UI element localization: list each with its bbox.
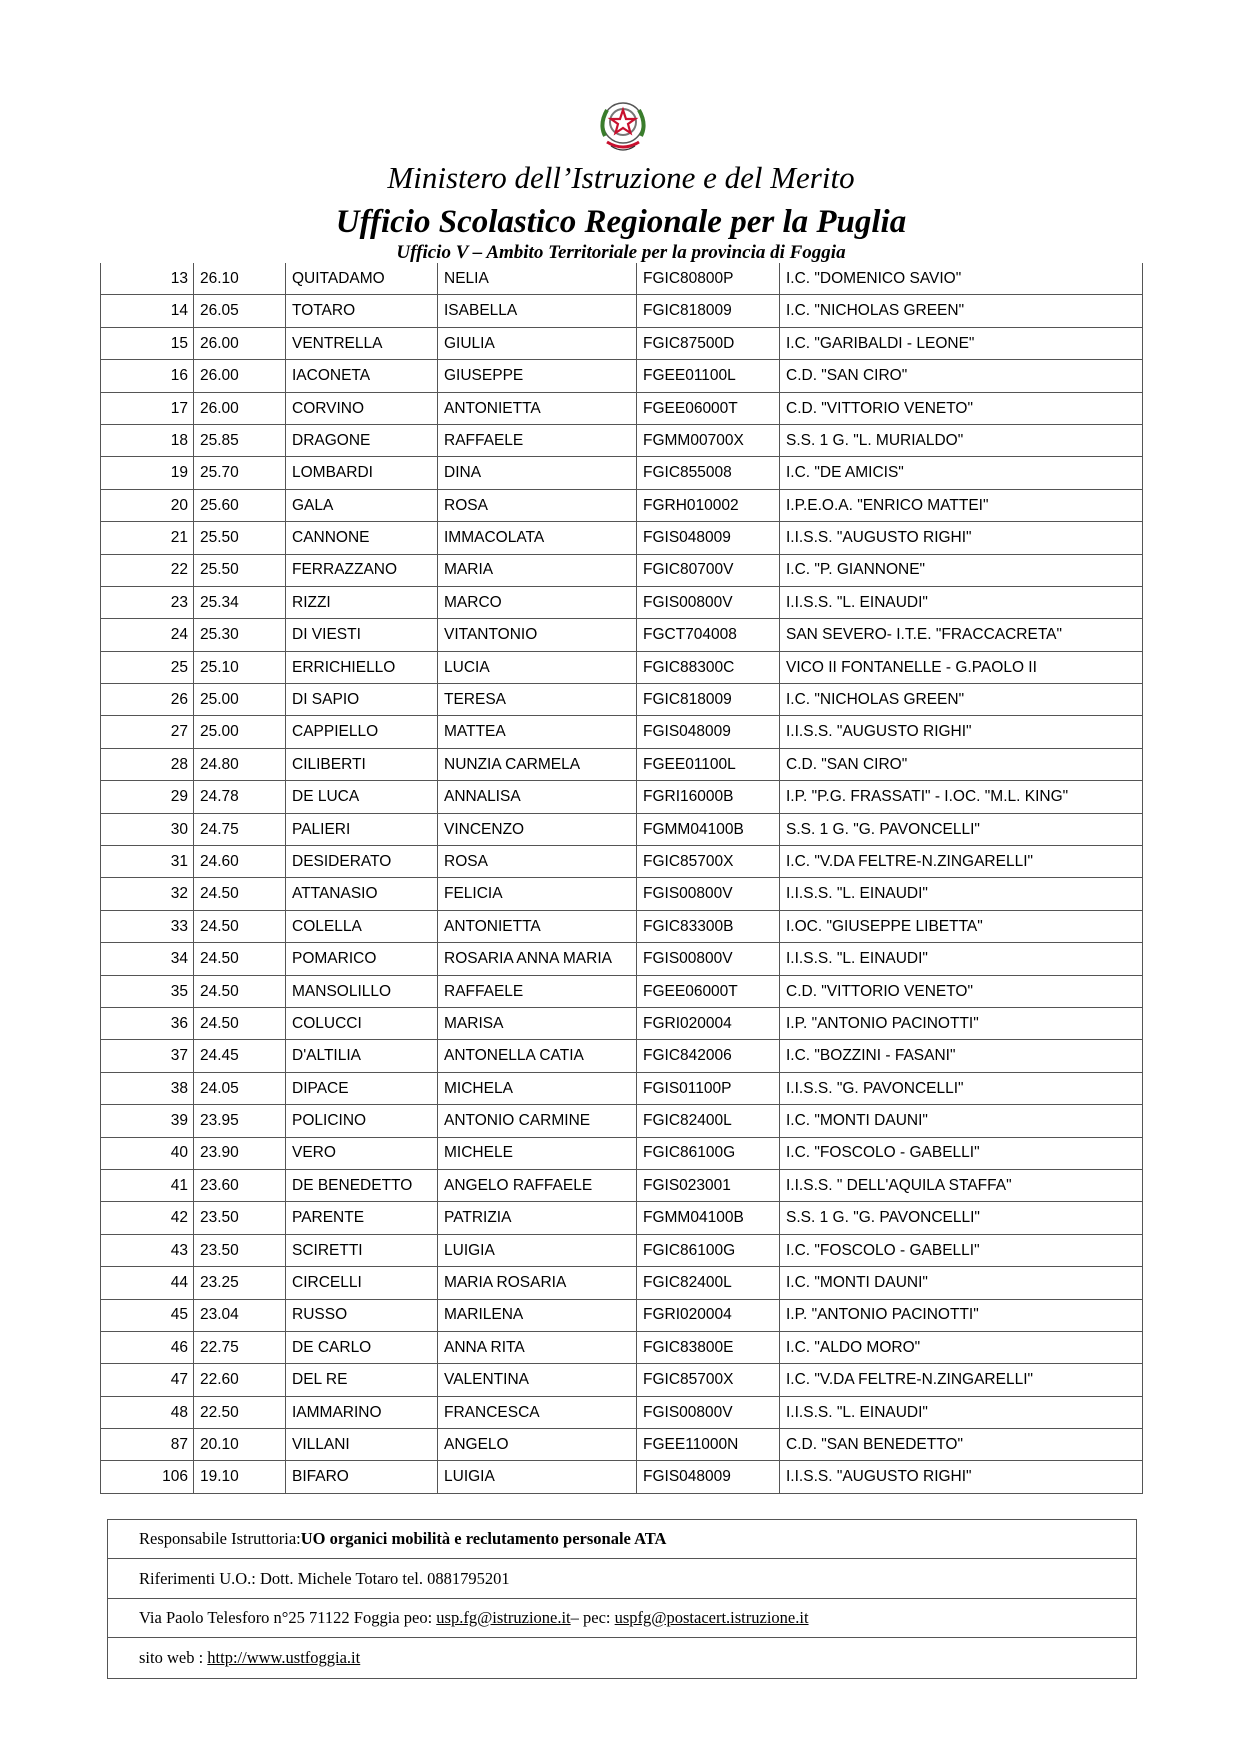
school-name-cell: I.I.S.S. "L. EINAUDI" — [780, 586, 1143, 618]
rank-cell: 45 — [101, 1299, 194, 1331]
surname-cell: GALA — [286, 489, 438, 521]
school-code-cell: FGIS048009 — [637, 1461, 780, 1493]
score-cell: 19.10 — [194, 1461, 286, 1493]
score-cell: 23.90 — [194, 1137, 286, 1169]
school-name-cell: VICO II FONTANELLE - G.PAOLO II — [780, 651, 1143, 683]
table-row — [101, 424, 1143, 456]
surname-cell: CIRCELLI — [286, 1267, 438, 1299]
surname-cell: QUITADAMO — [286, 263, 438, 295]
first-name-cell: MICHELA — [438, 1072, 637, 1104]
rank-cell: 31 — [101, 846, 194, 878]
school-name-cell: SAN SEVERO- I.T.E. "FRACCACRETA" — [780, 619, 1143, 651]
rank-cell: 27 — [101, 716, 194, 748]
table-row — [101, 554, 1143, 586]
school-name-cell: I.C. "NICHOLAS GREEN" — [780, 295, 1143, 327]
first-name-cell: LUCIA — [438, 651, 637, 683]
first-name-cell: ROSARIA ANNA MARIA — [438, 943, 637, 975]
score-cell: 24.75 — [194, 813, 286, 845]
first-name-cell: RAFFAELE — [438, 424, 637, 456]
rank-cell: 22 — [101, 554, 194, 586]
school-name-cell: I.P. "ANTONIO PACINOTTI" — [780, 1007, 1143, 1039]
score-cell: 26.00 — [194, 360, 286, 392]
rank-cell: 37 — [101, 1040, 194, 1072]
score-cell: 26.10 — [194, 263, 286, 295]
score-cell: 24.50 — [194, 943, 286, 975]
score-cell: 25.00 — [194, 716, 286, 748]
surname-cell: ERRICHIELLO — [286, 651, 438, 683]
first-name-cell: MARISA — [438, 1007, 637, 1039]
table-row — [101, 1429, 1143, 1461]
score-cell: 25.50 — [194, 554, 286, 586]
first-name-cell: FELICIA — [438, 878, 637, 910]
school-name-cell: I.C. "V.DA FELTRE-N.ZINGARELLI" — [780, 846, 1143, 878]
school-name-cell: C.D. "SAN CIRO" — [780, 360, 1143, 392]
school-name-cell: I.OC. "GIUSEPPE LIBETTA" — [780, 910, 1143, 942]
rank-cell: 35 — [101, 975, 194, 1007]
rank-cell: 34 — [101, 943, 194, 975]
surname-cell: LOMBARDI — [286, 457, 438, 489]
school-code-cell: FGMM04100B — [637, 1202, 780, 1234]
score-cell: 24.50 — [194, 1007, 286, 1039]
school-code-cell: FGEE11000N — [637, 1429, 780, 1461]
rank-cell: 20 — [101, 489, 194, 521]
table-row — [101, 1396, 1143, 1428]
first-name-cell: LUIGIA — [438, 1461, 637, 1493]
table-row — [101, 1331, 1143, 1363]
score-cell: 25.70 — [194, 457, 286, 489]
table-row — [101, 1234, 1143, 1266]
first-name-cell: GIULIA — [438, 327, 637, 359]
surname-cell: CAPPIELLO — [286, 716, 438, 748]
school-code-cell: FGIC86100G — [637, 1137, 780, 1169]
surname-cell: COLELLA — [286, 910, 438, 942]
school-name-cell: I.C. "FOSCOLO - GABELLI" — [780, 1234, 1143, 1266]
table-row — [101, 813, 1143, 845]
school-code-cell: FGMM00700X — [637, 424, 780, 456]
first-name-cell: ROSA — [438, 489, 637, 521]
footer-box — [107, 1519, 1137, 1679]
school-code-cell: FGIS01100P — [637, 1072, 780, 1104]
table-row — [101, 1137, 1143, 1169]
table-row — [101, 295, 1143, 327]
surname-cell: DI VIESTI — [286, 619, 438, 651]
first-name-cell: ANTONIO CARMINE — [438, 1105, 637, 1137]
rank-cell: 32 — [101, 878, 194, 910]
first-name-cell: MARILENA — [438, 1299, 637, 1331]
rank-cell: 41 — [101, 1169, 194, 1201]
school-code-cell: FGIC87500D — [637, 327, 780, 359]
italian-republic-emblem-icon — [593, 96, 653, 156]
rank-cell: 46 — [101, 1331, 194, 1363]
score-cell: 23.50 — [194, 1234, 286, 1266]
table-row — [101, 1461, 1143, 1493]
school-code-cell: FGIC83300B — [637, 910, 780, 942]
table-row — [101, 263, 1143, 295]
table-row — [101, 522, 1143, 554]
score-cell: 23.95 — [194, 1105, 286, 1137]
school-code-cell: FGIC85700X — [637, 846, 780, 878]
footer-responsible-row — [108, 1520, 1136, 1559]
school-name-cell: I.C. "DE AMICIS" — [780, 457, 1143, 489]
school-name-cell: I.I.S.S. "AUGUSTO RIGHI" — [780, 1461, 1143, 1493]
score-cell: 24.05 — [194, 1072, 286, 1104]
pec-email-link[interactable]: uspfg@postacert.istruzione.it — [614, 1607, 809, 1627]
school-name-cell: I.I.S.S. " DELL'AQUILA STAFFA" — [780, 1169, 1143, 1201]
score-cell: 25.85 — [194, 424, 286, 456]
surname-cell: DE BENEDETTO — [286, 1169, 438, 1201]
first-name-cell: LUIGIA — [438, 1234, 637, 1266]
school-name-cell: S.S. 1 G. "G. PAVONCELLI" — [780, 1202, 1143, 1234]
first-name-cell: MARIA ROSARIA — [438, 1267, 637, 1299]
school-name-cell: C.D. "SAN CIRO" — [780, 748, 1143, 780]
school-code-cell: FGIS048009 — [637, 522, 780, 554]
school-name-cell: I.C. "BOZZINI - FASANI" — [780, 1040, 1143, 1072]
first-name-cell: MARIA — [438, 554, 637, 586]
school-code-cell: FGIS023001 — [637, 1169, 780, 1201]
score-cell: 20.10 — [194, 1429, 286, 1461]
score-cell: 26.00 — [194, 327, 286, 359]
school-code-cell: FGIC855008 — [637, 457, 780, 489]
table-row — [101, 457, 1143, 489]
surname-cell: DE CARLO — [286, 1331, 438, 1363]
score-cell: 22.50 — [194, 1396, 286, 1428]
first-name-cell: TERESA — [438, 684, 637, 716]
table-row — [101, 489, 1143, 521]
school-name-cell: I.P. "P.G. FRASSATI" - I.OC. "M.L. KING" — [780, 781, 1143, 813]
school-code-cell: FGIC88300C — [637, 651, 780, 683]
school-name-cell: S.S. 1 G. "G. PAVONCELLI" — [780, 813, 1143, 845]
footer-website-row — [108, 1638, 1136, 1677]
school-code-cell: FGRI020004 — [637, 1007, 780, 1039]
rank-cell: 23 — [101, 586, 194, 618]
school-code-cell: FGIC82400L — [637, 1105, 780, 1137]
first-name-cell: MATTEA — [438, 716, 637, 748]
score-cell: 25.60 — [194, 489, 286, 521]
rank-cell: 40 — [101, 1137, 194, 1169]
school-name-cell: C.D. "VITTORIO VENETO" — [780, 975, 1143, 1007]
school-code-cell: FGRI020004 — [637, 1299, 780, 1331]
rank-cell: 17 — [101, 392, 194, 424]
first-name-cell: ISABELLA — [438, 295, 637, 327]
regional-office-title: Ufficio Scolastico Regionale per la Puglia — [335, 204, 907, 240]
table-row — [101, 975, 1143, 1007]
surname-cell: D'ALTILIA — [286, 1040, 438, 1072]
surname-cell: RUSSO — [286, 1299, 438, 1331]
first-name-cell: ROSA — [438, 846, 637, 878]
score-cell: 25.30 — [194, 619, 286, 651]
first-name-cell: ANNALISA — [438, 781, 637, 813]
table-row — [101, 1072, 1143, 1104]
school-name-cell: I.C. "V.DA FELTRE-N.ZINGARELLI" — [780, 1364, 1143, 1396]
first-name-cell: NELIA — [438, 263, 637, 295]
school-name-cell: I.I.S.S. "AUGUSTO RIGHI" — [780, 716, 1143, 748]
first-name-cell: VINCENZO — [438, 813, 637, 845]
table-row — [101, 716, 1143, 748]
website-label: sito web : — [139, 1647, 204, 1667]
table-row — [101, 1169, 1143, 1201]
score-cell: 26.05 — [194, 295, 286, 327]
surname-cell: RIZZI — [286, 586, 438, 618]
school-code-cell: FGIC842006 — [637, 1040, 780, 1072]
school-code-cell: FGIC85700X — [637, 1364, 780, 1396]
rank-cell: 42 — [101, 1202, 194, 1234]
surname-cell: BIFARO — [286, 1461, 438, 1493]
table-row — [101, 1040, 1143, 1072]
surname-cell: TOTARO — [286, 295, 438, 327]
table-row — [101, 327, 1143, 359]
rank-cell: 43 — [101, 1234, 194, 1266]
rank-cell: 24 — [101, 619, 194, 651]
first-name-cell: ANTONIETTA — [438, 392, 637, 424]
surname-cell: DESIDERATO — [286, 846, 438, 878]
first-name-cell: GIUSEPPE — [438, 360, 637, 392]
school-code-cell: FGMM04100B — [637, 813, 780, 845]
score-cell: 25.00 — [194, 684, 286, 716]
first-name-cell: ANTONELLA CATIA — [438, 1040, 637, 1072]
score-cell: 23.50 — [194, 1202, 286, 1234]
table-row — [101, 392, 1143, 424]
school-code-cell: FGIC80700V — [637, 554, 780, 586]
table-row — [101, 910, 1143, 942]
score-cell: 24.50 — [194, 975, 286, 1007]
ranking-table — [100, 263, 1143, 1494]
table-row — [101, 619, 1143, 651]
rank-cell: 16 — [101, 360, 194, 392]
table-row — [101, 943, 1143, 975]
first-name-cell: ANGELO RAFFAELE — [438, 1169, 637, 1201]
rank-cell: 36 — [101, 1007, 194, 1039]
rank-cell: 106 — [101, 1461, 194, 1493]
first-name-cell: FRANCESCA — [438, 1396, 637, 1428]
school-name-cell: I.C. "GARIBALDI - LEONE" — [780, 327, 1143, 359]
surname-cell: MANSOLILLO — [286, 975, 438, 1007]
rank-cell: 44 — [101, 1267, 194, 1299]
school-name-cell: I.I.S.S. "G. PAVONCELLI" — [780, 1072, 1143, 1104]
school-code-cell: FGIC82400L — [637, 1267, 780, 1299]
table-row — [101, 781, 1143, 813]
table-row — [101, 1299, 1143, 1331]
school-code-cell: FGIS00800V — [637, 943, 780, 975]
rank-cell: 29 — [101, 781, 194, 813]
rank-cell: 25 — [101, 651, 194, 683]
rank-cell: 15 — [101, 327, 194, 359]
school-name-cell: I.I.S.S. "L. EINAUDI" — [780, 943, 1143, 975]
score-cell: 25.50 — [194, 522, 286, 554]
surname-cell: DI SAPIO — [286, 684, 438, 716]
school-name-cell: C.D. "VITTORIO VENETO" — [780, 392, 1143, 424]
rank-cell: 30 — [101, 813, 194, 845]
responsible-label: Responsabile Istruttoria: — [139, 1529, 301, 1549]
school-code-cell: FGCT704008 — [637, 619, 780, 651]
surname-cell: FERRAZZANO — [286, 554, 438, 586]
surname-cell: DRAGONE — [286, 424, 438, 456]
rank-cell: 19 — [101, 457, 194, 489]
surname-cell: ATTANASIO — [286, 878, 438, 910]
surname-cell: DEL RE — [286, 1364, 438, 1396]
score-cell: 22.60 — [194, 1364, 286, 1396]
school-code-cell: FGEE01100L — [637, 748, 780, 780]
table-row — [101, 846, 1143, 878]
ministry-title: Ministero dell’Istruzione e del Merito — [387, 160, 855, 195]
school-code-cell: FGIC83800E — [637, 1331, 780, 1363]
surname-cell: POLICINO — [286, 1105, 438, 1137]
rank-cell: 87 — [101, 1429, 194, 1461]
ranking-table-body — [101, 263, 1143, 1493]
surname-cell: DIPACE — [286, 1072, 438, 1104]
surname-cell: IAMMARINO — [286, 1396, 438, 1428]
score-cell: 24.50 — [194, 878, 286, 910]
table-row — [101, 586, 1143, 618]
school-name-cell: S.S. 1 G. "L. MURIALDO" — [780, 424, 1143, 456]
score-cell: 24.78 — [194, 781, 286, 813]
school-name-cell: I.C. "P. GIANNONE" — [780, 554, 1143, 586]
table-row — [101, 1364, 1143, 1396]
first-name-cell: NUNZIA CARMELA — [438, 748, 637, 780]
rank-cell: 48 — [101, 1396, 194, 1428]
score-cell: 22.75 — [194, 1331, 286, 1363]
website-link[interactable]: http://www.ustfoggia.it — [207, 1647, 361, 1667]
school-name-cell: I.I.S.S. "L. EINAUDI" — [780, 878, 1143, 910]
footer-references-row — [108, 1559, 1136, 1598]
school-code-cell: FGIS00800V — [637, 878, 780, 910]
table-row — [101, 684, 1143, 716]
school-code-cell: FGRH010002 — [637, 489, 780, 521]
school-code-cell: FGIC80800P — [637, 263, 780, 295]
school-name-cell: I.P.E.O.A. "ENRICO MATTEI" — [780, 489, 1143, 521]
table-row — [101, 1007, 1143, 1039]
score-cell: 24.80 — [194, 748, 286, 780]
school-name-cell: C.D. "SAN BENEDETTO" — [780, 1429, 1143, 1461]
score-cell: 24.60 — [194, 846, 286, 878]
table-row — [101, 651, 1143, 683]
school-code-cell: FGEE06000T — [637, 392, 780, 424]
table-row — [101, 748, 1143, 780]
surname-cell: CILIBERTI — [286, 748, 438, 780]
surname-cell: SCIRETTI — [286, 1234, 438, 1266]
score-cell: 25.10 — [194, 651, 286, 683]
rank-cell: 39 — [101, 1105, 194, 1137]
school-name-cell: I.C. "NICHOLAS GREEN" — [780, 684, 1143, 716]
first-name-cell: DINA — [438, 457, 637, 489]
school-name-cell: I.C. "ALDO MORO" — [780, 1331, 1143, 1363]
score-cell: 25.34 — [194, 586, 286, 618]
rank-cell: 33 — [101, 910, 194, 942]
surname-cell: CORVINO — [286, 392, 438, 424]
rank-cell: 21 — [101, 522, 194, 554]
rank-cell: 26 — [101, 684, 194, 716]
table-row — [101, 360, 1143, 392]
footer-address-row — [108, 1599, 1136, 1638]
table-row — [101, 1267, 1143, 1299]
first-name-cell: ANGELO — [438, 1429, 637, 1461]
school-name-cell: I.C. "FOSCOLO - GABELLI" — [780, 1137, 1143, 1169]
first-name-cell: ANNA RITA — [438, 1331, 637, 1363]
first-name-cell: VALENTINA — [438, 1364, 637, 1396]
school-code-cell: FGEE01100L — [637, 360, 780, 392]
school-code-cell: FGEE06000T — [637, 975, 780, 1007]
surname-cell: CANNONE — [286, 522, 438, 554]
responsible-value: UO organici mobilità e reclutamento personale ATA — [300, 1529, 667, 1549]
school-code-cell: FGIC818009 — [637, 684, 780, 716]
score-cell: 23.25 — [194, 1267, 286, 1299]
score-cell: 23.04 — [194, 1299, 286, 1331]
pec-label: – pec: — [570, 1607, 611, 1627]
table-row — [101, 1105, 1143, 1137]
first-name-cell: RAFFAELE — [438, 975, 637, 1007]
table-row — [101, 1202, 1143, 1234]
school-code-cell: FGIS00800V — [637, 1396, 780, 1428]
score-cell: 23.60 — [194, 1169, 286, 1201]
school-name-cell: I.P. "ANTONIO PACINOTTI" — [780, 1299, 1143, 1331]
surname-cell: COLUCCI — [286, 1007, 438, 1039]
first-name-cell: MARCO — [438, 586, 637, 618]
first-name-cell: PATRIZIA — [438, 1202, 637, 1234]
surname-cell: VILLANI — [286, 1429, 438, 1461]
rank-cell: 38 — [101, 1072, 194, 1104]
first-name-cell: MICHELE — [438, 1137, 637, 1169]
first-name-cell: VITANTONIO — [438, 619, 637, 651]
school-code-cell: FGRI16000B — [637, 781, 780, 813]
school-code-cell: FGIC86100G — [637, 1234, 780, 1266]
first-name-cell: IMMACOLATA — [438, 522, 637, 554]
surname-cell: VERO — [286, 1137, 438, 1169]
surname-cell: DE LUCA — [286, 781, 438, 813]
school-name-cell: I.C. "DOMENICO SAVIO" — [780, 263, 1143, 295]
rank-cell: 14 — [101, 295, 194, 327]
school-name-cell: I.I.S.S. "AUGUSTO RIGHI" — [780, 522, 1143, 554]
surname-cell: PALIERI — [286, 813, 438, 845]
surname-cell: POMARICO — [286, 943, 438, 975]
score-cell: 26.00 — [194, 392, 286, 424]
school-code-cell: FGIC818009 — [637, 295, 780, 327]
references-text: Riferimenti U.O.: Dott. Michele Totaro tel. 0881795201 — [139, 1568, 510, 1588]
table-row — [101, 878, 1143, 910]
surname-cell: PARENTE — [286, 1202, 438, 1234]
school-name-cell: I.C. "MONTI DAUNI" — [780, 1105, 1143, 1137]
rank-cell: 18 — [101, 424, 194, 456]
school-name-cell: I.C. "MONTI DAUNI" — [780, 1267, 1143, 1299]
peo-email-link[interactable]: usp.fg@istruzione.it — [436, 1607, 571, 1627]
address-text: Via Paolo Telesforo n°25 71122 Foggia peo: — [139, 1607, 433, 1627]
sub-office-title: Ufficio V – Ambito Territoriale per la provincia di Foggia — [396, 242, 846, 263]
school-name-cell: I.I.S.S. "L. EINAUDI" — [780, 1396, 1143, 1428]
rank-cell: 28 — [101, 748, 194, 780]
surname-cell: IACONETA — [286, 360, 438, 392]
school-code-cell: FGIS00800V — [637, 586, 780, 618]
rank-cell: 13 — [101, 263, 194, 295]
school-code-cell: FGIS048009 — [637, 716, 780, 748]
score-cell: 24.50 — [194, 910, 286, 942]
surname-cell: VENTRELLA — [286, 327, 438, 359]
rank-cell: 47 — [101, 1364, 194, 1396]
first-name-cell: ANTONIETTA — [438, 910, 637, 942]
score-cell: 24.45 — [194, 1040, 286, 1072]
